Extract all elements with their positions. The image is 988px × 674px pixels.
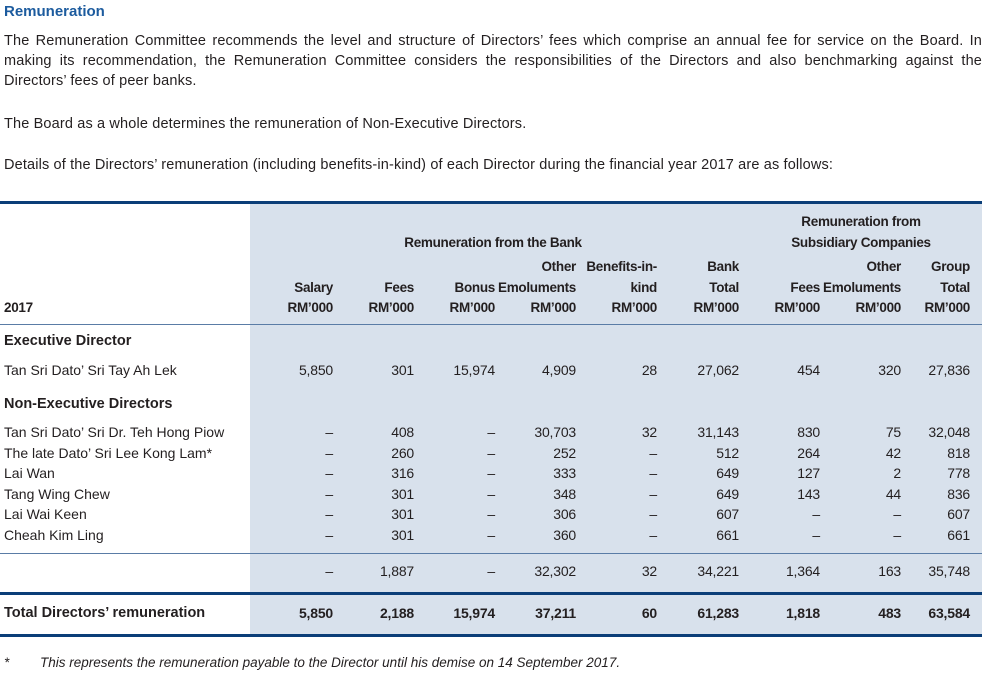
column-header-9-line1: Group [931,259,970,274]
non-executive-row-4-value-7: 143 [797,485,820,502]
non-executive-row-6-value-8: – [893,526,901,543]
total-row-value-5: 60 [641,605,657,621]
non-executive-row-2-value-8: 42 [885,444,901,461]
column-header-8-line2: Emoluments [822,280,901,295]
non-executive-row-2-value-7: 264 [797,444,820,461]
column-header-9-line2: Total [940,280,970,295]
column-header-4-line2: Emoluments [497,280,576,295]
non-executive-row-3-value-9: 778 [947,465,970,481]
non-executive-row-6-value-3: – [487,526,495,543]
footnote-text: This represents the remuneration payable to the Director until his demise on 14 September 2017. [40,655,621,670]
total-label: Total Directors’ remuneration [4,605,206,621]
non-executive-row-4-name: Tang Wing Chew [4,485,110,502]
executive-row-1-value-7: 454 [797,362,820,378]
column-header-1-line3: RM’000 [287,300,333,315]
subtotal-row-value-7: 1,364 [785,563,820,579]
column-header-4-line3: RM’000 [530,300,576,315]
table-bottom-rule [0,634,982,637]
table-top-rule [0,201,982,204]
non-executive-row-6-value-2: 301 [391,526,414,543]
non-executive-row-1-value-6: 31,143 [697,424,739,440]
non-executive-row-4-value-1: – [325,485,333,502]
non-executive-row-1-value-4: 30,703 [534,424,576,440]
executive-row-1-value-2: 301 [391,362,414,378]
subtotal-row-value-8: 163 [878,563,901,579]
paragraph-remuneration-committee: The Remuneration Committee recommends the level and structure of Directors’ fees which comprise an annual fee for service on the Board. In making its recommendation, the Remuneration Committee considers the responsibilities of the Directors and also benchmarking against the Directors’ fees of peer banks. [4,33,982,89]
executive-row-1-value-4: 4,909 [541,362,576,378]
column-header-6-line2: Total [709,280,739,295]
column-header-2-line2: Fees [384,280,414,295]
non-executive-row-1-value-7: 830 [797,424,820,440]
non-executive-row-3-name: Lai Wan [4,465,55,481]
non-executive-row-1-value-8: 75 [885,424,901,440]
executive-row-1-name: Tan Sri Dato’ Sri Tay Ah Lek [4,362,177,378]
total-row-value-3: 15,974 [453,605,495,621]
total-row-value-1: 5,850 [298,605,333,621]
subtotal-row-value-1: – [325,563,333,579]
group-header-subsidiary-line2: Subsidiary Companies [791,235,931,250]
column-header-5-line1: Benefits-in- [586,259,657,274]
non-executive-row-4-value-3: – [487,485,495,502]
non-executive-row-1-value-3: – [487,424,495,440]
non-executive-row-3-value-3: – [487,465,495,481]
non-executive-row-5-name: Lai Wai Keen [4,506,87,522]
non-executive-row-5-value-6: 607 [716,506,739,522]
column-header-6-line1: Bank [707,259,739,274]
non-executive-row-3-value-4: 333 [553,465,576,481]
group-header-bank: Remuneration from the Bank [404,235,582,250]
total-row-value-6: 61,283 [697,605,739,621]
non-executive-row-5-value-8: – [893,506,901,522]
non-executive-row-4-value-2: 301 [391,485,414,502]
non-executive-row-6-value-6: 661 [716,526,739,543]
total-row-value-4: 37,211 [535,605,576,621]
non-executive-row-4-value-6: 649 [716,485,739,502]
column-header-7-line3: RM’000 [774,300,820,315]
non-executive-row-5-value-4: 306 [553,506,576,522]
executive-row-1-value-9: 27,836 [928,362,970,378]
paragraph-details: Details of the Directors’ remuneration (including benefits-in-kind) of each Director during the financial year 2017 are as follows: [4,157,834,173]
non-executive-row-5-value-1: – [325,506,333,522]
column-header-8-line3: RM’000 [855,300,901,315]
column-header-3-line2: Bonus [454,280,495,295]
section-non-executive-directors: Non-Executive Directors [4,396,173,412]
subtotal-row-value-2: 1,887 [379,563,414,579]
non-executive-row-4-value-9: 836 [947,485,970,502]
total-row-value-8: 483 [878,605,901,621]
non-executive-row-5-value-3: – [487,506,495,522]
non-executive-row-1-value-9: 32,048 [928,424,970,440]
non-executive-row-6-value-4: 360 [553,526,576,543]
executive-row-1-value-5: 28 [641,362,657,378]
non-executive-row-2-value-6: 512 [716,444,739,461]
non-executive-row-4-value-5: – [649,485,657,502]
subtotal-row-value-9: 35,748 [928,563,970,579]
paragraph-board: The Board as a whole determines the remuneration of Non-Executive Directors. [4,116,527,132]
executive-row-1-value-8: 320 [878,362,901,378]
year-header: 2017 [4,300,33,315]
footnote-marker: * [4,655,10,670]
non-executive-row-3-value-6: 649 [716,465,739,481]
column-header-5-line3: RM’000 [611,300,657,315]
column-header-2-line3: RM’000 [368,300,414,315]
non-executive-row-2-value-9: 818 [947,444,970,461]
non-executive-row-6-value-7: – [812,526,820,543]
total-row-value-9: 63,584 [928,605,970,621]
non-executive-row-6-value-5: – [649,526,657,543]
non-executive-row-6-value-1: – [325,526,333,543]
non-executive-row-1-name: Tan Sri Dato’ Sri Dr. Teh Hong Piow [4,424,225,440]
subtotal-row-value-5: 32 [641,563,657,579]
column-header-8-line1: Other [866,259,901,274]
column-header-9-line3: RM’000 [924,300,970,315]
executive-row-1-value-3: 15,974 [453,362,495,378]
column-header-5-line2: kind [630,280,657,295]
non-executive-row-5-value-2: 301 [391,506,414,522]
group-header-subsidiary-line1: Remuneration from [801,214,921,229]
section-title: Remuneration [4,3,105,20]
non-executive-row-1-value-2: 408 [391,424,414,440]
header-bottom-rule [0,324,982,325]
non-executive-row-2-value-2: 260 [391,444,414,461]
non-executive-row-2-value-5: – [649,444,657,461]
column-header-6-line3: RM’000 [693,300,739,315]
non-executive-row-3-value-2: 316 [391,465,414,481]
non-executive-row-5-value-5: – [649,506,657,522]
non-executive-row-1-value-1: – [325,424,333,440]
subtotal-row-value-6: 34,221 [697,563,739,579]
non-executive-row-2-value-1: – [325,444,333,461]
column-header-1-line2: Salary [294,280,333,295]
subtotal-row-value-4: 32,302 [534,563,576,579]
non-executive-row-6-name: Cheah Kim Ling [4,526,104,543]
column-header-3-line3: RM’000 [449,300,495,315]
non-executive-row-2-value-3: – [487,444,495,461]
non-executive-row-3-value-7: 127 [797,465,820,481]
non-executive-row-2-value-4: 252 [553,444,576,461]
column-header-7-line2: Fees [790,280,820,295]
non-executive-row-3-value-5: – [649,465,657,481]
executive-row-1-value-6: 27,062 [697,362,739,378]
non-executive-row-4-value-4: 348 [553,485,576,502]
non-executive-row-3-value-1: – [325,465,333,481]
executive-row-1-value-1: 5,850 [298,362,333,378]
section-executive-director: Executive Director [4,333,132,349]
non-executive-row-5-value-9: 607 [947,506,970,522]
non-executive-row-1-value-5: 32 [641,424,657,440]
non-executive-row-6-value-9: 661 [947,526,970,543]
non-executive-row-4-value-8: 44 [885,485,901,502]
total-top-rule [0,592,982,595]
subtotal-row-value-3: – [487,563,495,579]
column-header-4-line1: Other [541,259,576,274]
total-row-value-7: 1,818 [785,605,820,621]
non-executive-row-3-value-8: 2 [893,465,901,481]
total-row-value-2: 2,188 [379,605,414,621]
non-executive-row-5-value-7: – [812,506,820,522]
non-executive-row-2-name: The late Dato’ Sri Lee Kong Lam* [4,444,213,461]
subtotal-top-rule [0,553,982,554]
